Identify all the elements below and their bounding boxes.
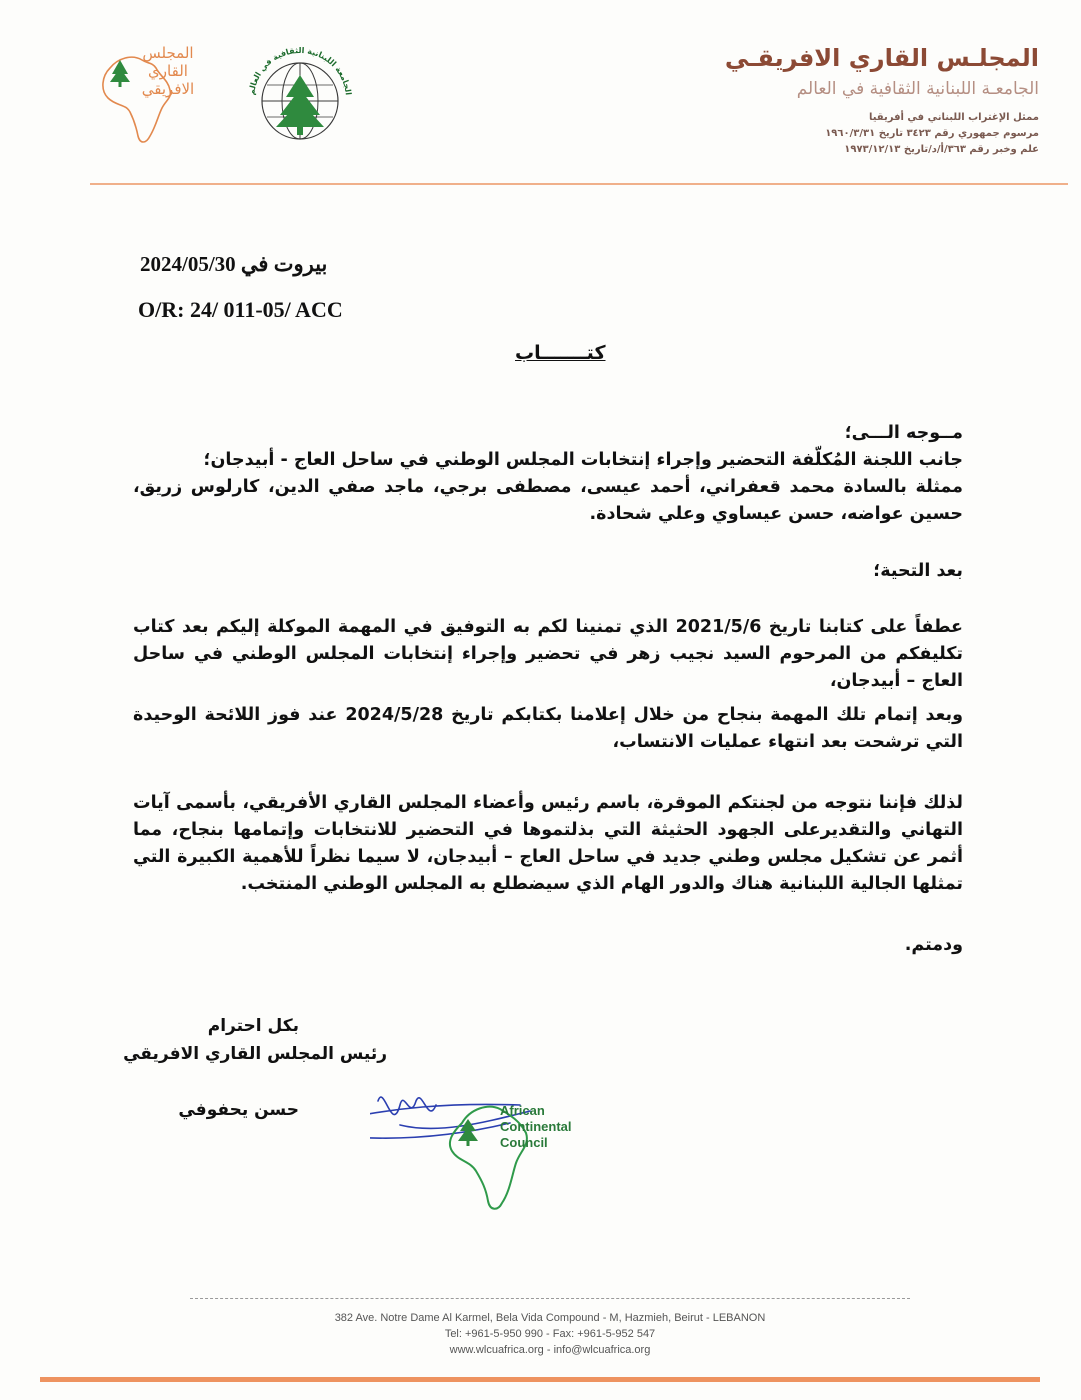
header-divider bbox=[90, 183, 1068, 185]
globe-arc-text: الجامعة اللبنانية الثقافية في العالم bbox=[247, 46, 353, 96]
stamp-text: African Continental Council bbox=[500, 1103, 572, 1150]
paragraph-1: عطفاً على كتابنا تاريخ 2021/5/6 الذي تمنينا لكم به التوفيق في المهمة الموكلة إليكم بعد كتاب تكليفكم من المرحوم السيد نجيب زهر في تحضير وإجراء إنتخابات المجلس الوطني في ساحل العاج – أبيدجان، bbox=[133, 617, 963, 691]
cedar-tree-icon bbox=[276, 75, 324, 135]
closing: ودمتم. bbox=[904, 935, 963, 955]
footer-address: 382 Ave. Notre Dame Al Karmel, Bela Vida Compound - M, Hazmieh, Beirut - LEBANON bbox=[334, 1312, 766, 1324]
paragraph-3: لذلك فإننا نتوجه من لجنتكم الموقرة، باسم رئيس وأعضاء المجلس القاري الأفريقي، بأسمى آيات التهاني والتقديرعلى الجهود الحثيثة التي بذلتموها في التحضير للانتخابات وإتمامها بنجاح، مما أثمر عن تشكيل مجلس وطني جديد في ساحل العاج – أبيدجان، لا سيما نظراً للأهمية الكبيرة التي تمثلها الجالية اللبنانية هناك والدور الهام الذي سيضطلع به المجلس الوطني المنتخب. bbox=[133, 793, 963, 894]
addressee-block: مــوجه الـــى؛ جانب اللجنة المُكلّفة التحضير وإجراء إنتخابات المجلس الوطني في ساحل العاج - أبيدجان؛ ممثلة بالسادة محمد قعفراني، أحمد عيسى، مصطفى برجي، ماجد صفي الدين، كارلوس زريق، حسين عواضه، حسن عيساوي وعلي شحادة. bbox=[133, 423, 963, 524]
signature-name: حسن يحفوفي bbox=[178, 1100, 299, 1120]
signature-title: رئيس المجلس القاري الافريقي bbox=[123, 1044, 387, 1064]
org-name: المجلـس القاري الافريقـي bbox=[724, 44, 1039, 72]
footer-accent-bar bbox=[40, 1377, 1040, 1382]
letter-date: 2024/05/30 بيروت في bbox=[140, 252, 328, 276]
paragraph-2: وبعد إتمام تلك المهمة بنجاح من خلال إعلامنا بكتابكم تاريخ 2024/5/28 عند فوز اللائحة الوحيدة التي ترشحت بعد انتهاء عمليات الانتساب، bbox=[133, 705, 963, 752]
footer-divider bbox=[190, 1298, 910, 1299]
signature-regards: بكل احترام bbox=[207, 1016, 299, 1036]
letter-reference: O/R: 24/ 011-05/ ACC bbox=[138, 297, 343, 322]
org-detail-line: علم وخبر رقم ٣٦٣/أ/د/تاريخ ١٩٧٣/١٢/١٣ bbox=[844, 144, 1039, 155]
footer-web-email: www.wlcuafrica.org - info@wlcuafrica.org bbox=[449, 1344, 651, 1356]
org-subtitle: الجامعـة اللبنانية الثقافية في العالم bbox=[796, 79, 1039, 99]
footer-phone-fax: Tel: +961-5-950 990 - Fax: +961-5-952 547 bbox=[444, 1328, 656, 1340]
org-detail-line: ممثل الإغتراب اللبناني في أفريقيا bbox=[868, 112, 1039, 123]
greeting: بعد التحية؛ bbox=[873, 561, 963, 581]
africa-council-logo-text: المجلس القاري الافريقي bbox=[141, 44, 195, 98]
letter-subject: كتـــــــاب bbox=[515, 342, 606, 364]
signature-and-stamp bbox=[370, 1065, 620, 1225]
org-detail-line: مرسوم جمهوري رقم ٣٤٢٣ تاريخ ١٩٦٠/٣/٣١ bbox=[825, 128, 1039, 139]
wlcu-globe-logo bbox=[240, 35, 360, 155]
